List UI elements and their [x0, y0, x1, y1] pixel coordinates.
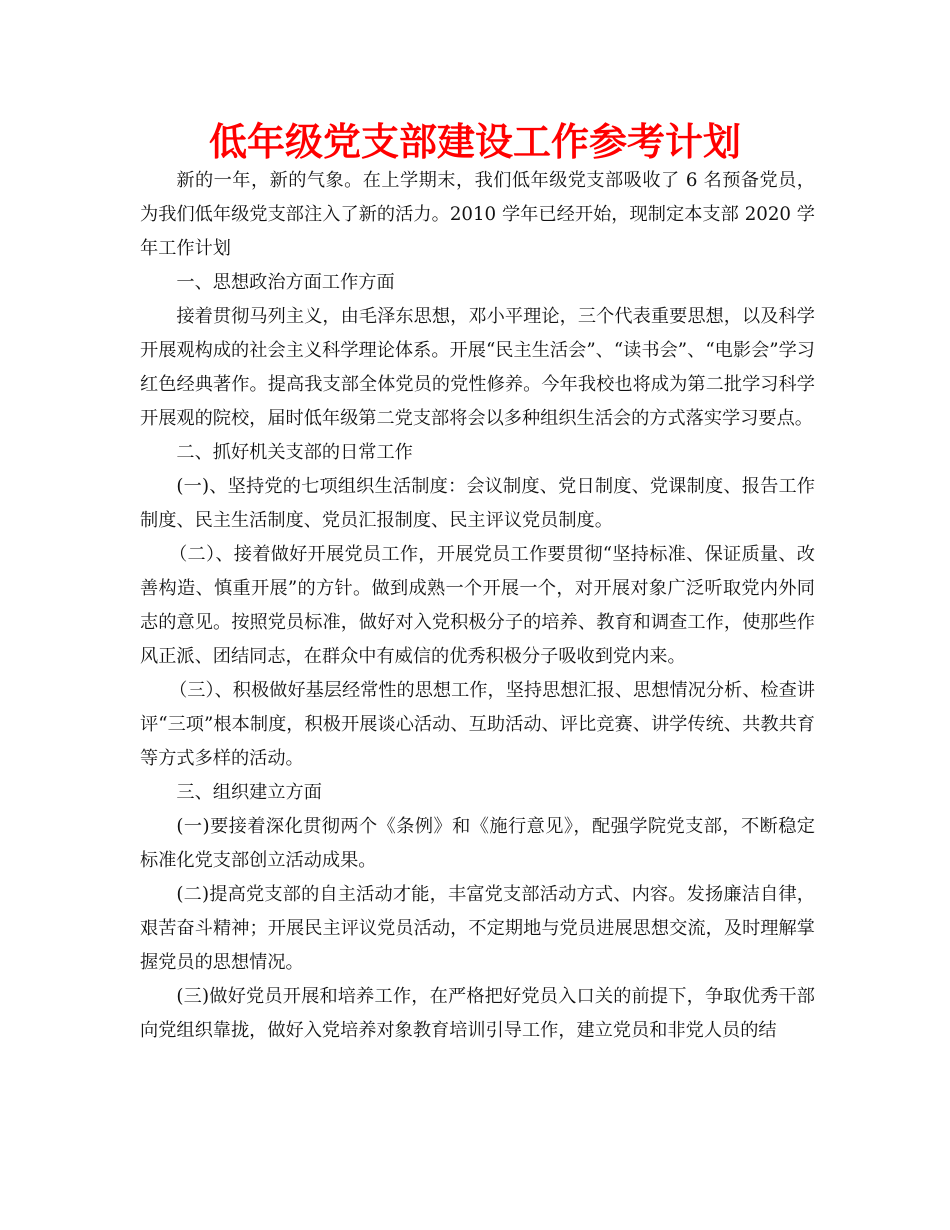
- paragraph-political-theory: 接着贯彻马列主义，由毛泽东思想，邓小平理论，三个代表重要思想，以及科学开展观构成的社会主义科学理论体系。开展“民主生活会”、“读书会”、“电影会”学习红色经典著作。提高我支部全体党员的党性修养。今年我校也将成为第二批学习科学开展观的院校，届时低年级第二党支部将会以多种组织生活会的方式落实学习要点。: [140, 306, 815, 429]
- paragraph-organization-system: (一)、坚持党的七项组织生活制度：会议制度、党日制度、党课制度、报告工作制度、民主生活制度、党员汇报制度、民主评议党员制度。: [140, 476, 815, 531]
- paragraph-autonomy: (二)提高党支部的自主活动才能，丰富党支部活动方式、内容。发扬廉洁自律，艰苦奋斗精神；开展民主评议党员活动，不定期地与党员进展思想交流，及时理解掌握党员的思想情况。: [140, 884, 815, 973]
- paragraph-regulations: (一)要接着深化贯彻两个《条例》和《施行意见》，配强学院党支部，不断稳定标准化党支部创立活动成果。: [140, 816, 815, 871]
- section-heading-2: 二、抓好机关支部的日常工作: [176, 442, 413, 463]
- paragraph-ideological-work: （三）、积极做好基层经常性的思想工作，坚持思想汇报、思想情况分析、检查讲评“三项”根本制度，积极开展谈心活动、互助活动、评比竞赛、讲学传统、共教共育等方式多样的活动。: [140, 680, 815, 769]
- paragraph-intro: 新的一年，新的气象。在上学期末，我们低年级党支部吸收了 6 名预备党员，为我们低年级党支部注入了新的活力。2010 学年已经开始，现制定本支部 2020 学年工作计划: [140, 170, 815, 259]
- document-body: [140, 164, 815, 1048]
- section-heading-1: 一、思想政治方面工作方面: [176, 272, 395, 293]
- paragraph-cultivation: (三)做好党员开展和培养工作，在严格把好党员入口关的前提下，争取优秀干部向党组织靠拢，做好入党培养对象教育培训引导工作，建立党员和非党人员的结: [140, 986, 815, 1041]
- document-title: 低年级党支部建设工作参考计划: [208, 120, 741, 164]
- section-heading-3: 三、组织建立方面: [176, 782, 322, 803]
- paragraph-member-development: （二）、接着做好开展党员工作，开展党员工作要贯彻“坚持标准、保证质量、改善构造、慎重开展”的方针。做到成熟一个开展一个，对开展对象广泛听取党内外同志的意见。按照党员标准，做好对入党积极分子的培养、教育和调查工作，使那些作风正派、团结同志，在群众中有威信的优秀积极分子吸收到党内来。: [140, 544, 815, 667]
